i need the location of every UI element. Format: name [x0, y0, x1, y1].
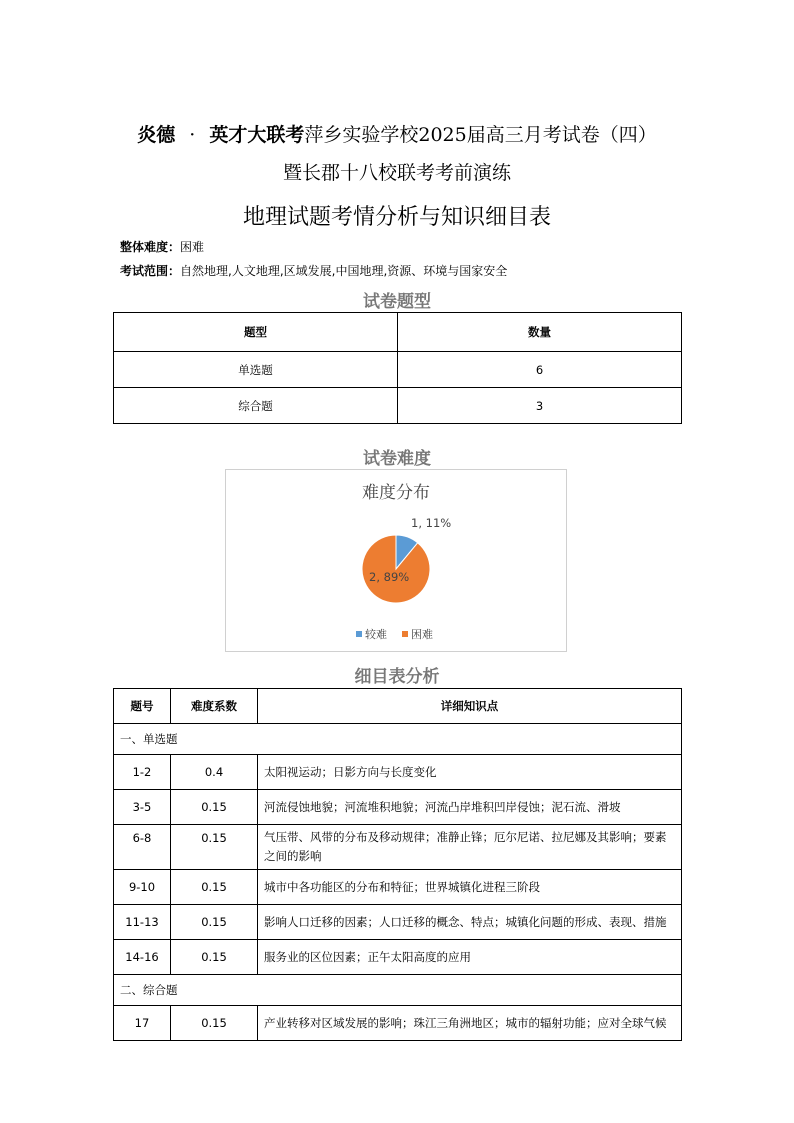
knowledge-cell: 影响人口迁移的因素；人口迁移的概念、特点；城镇化问题的形成、表现、措施 [258, 905, 682, 940]
knowledge-cell: 气压带、风带的分布及移动规律；准静止锋；厄尔尼诺、拉尼娜及其影响；要素之间的影响 [258, 825, 682, 870]
data-label-kunnan: 2, 89% [369, 570, 410, 584]
knowledge-cell: 产业转移对区域发展的影响；珠江三角洲地区；城市的辐射功能；应对全球气候 [258, 1006, 682, 1041]
difficulty-cell: 0.4 [171, 755, 258, 790]
question-no-cell: 3-5 [114, 790, 171, 825]
section-row-comprehensive [114, 975, 682, 1006]
section-title-detail: 细目表分析 [354, 667, 440, 687]
header-question-no: 题号 [114, 689, 171, 724]
exam-subtitle: 暨长郡十八校联考考前演练 [282, 162, 511, 184]
legend-label-kunnan: 困难 [411, 628, 433, 641]
document-main-title: 地理试题考情分析与知识细目表 [242, 205, 551, 230]
question-no-cell: 17 [114, 1006, 171, 1041]
data-label-jiaonan: 1, 11% [411, 516, 452, 530]
legend-swatch-jiaonan [356, 631, 362, 637]
header-knowledge-points: 详细知识点 [258, 689, 682, 724]
question-no-cell: 14-16 [114, 940, 171, 975]
question-no-cell: 11-13 [114, 905, 171, 940]
knowledge-detail-table [113, 688, 682, 1041]
header-difficulty-coef: 难度系数 [171, 689, 258, 724]
count-cell: 3 [398, 388, 682, 424]
difficulty-cell: 0.15 [171, 870, 258, 905]
question-type-table [113, 312, 682, 424]
table-row [114, 1006, 682, 1041]
question-no-cell: 9-10 [114, 870, 171, 905]
knowledge-cell: 河流侵蚀地貌；河流堆积地貌；河流凸岸堆积凹岸侵蚀；泥石流、滑坡 [258, 790, 682, 825]
difficulty-cell: 0.15 [171, 940, 258, 975]
brand-yande: 炎德 [137, 124, 176, 146]
table-header-row [114, 313, 682, 352]
table-row [114, 940, 682, 975]
count-cell: 6 [398, 352, 682, 388]
table-row [114, 870, 682, 905]
type-cell: 单选题 [114, 352, 398, 388]
legend-swatch-kunnan [402, 631, 408, 637]
overall-difficulty [120, 238, 204, 255]
scope-label: 考试范围： [120, 264, 181, 278]
question-no-cell: 6-8 [114, 825, 171, 870]
difficulty-cell: 0.15 [171, 905, 258, 940]
section-label: 一、单选题 [114, 724, 682, 755]
knowledge-cell: 服务业的区位因素；正午太阳高度的应用 [258, 940, 682, 975]
difficulty-label: 整体难度： [120, 240, 181, 254]
table-header-row [114, 689, 682, 724]
exam-title-line1 [0, 120, 794, 147]
title-separator: · [189, 124, 196, 146]
question-no-cell: 1-2 [114, 755, 171, 790]
difficulty-cell: 0.15 [171, 825, 258, 870]
exam-title-text: 萍乡实验学校2025届高三月考试卷（四） [304, 124, 657, 146]
exam-scope [120, 262, 507, 279]
pie-slice-kunnan [362, 535, 430, 603]
chart-title: 难度分布 [362, 483, 430, 503]
brand-yingcai: 英才大联考 [209, 124, 305, 146]
type-cell: 综合题 [114, 388, 398, 424]
difficulty-value: 困难 [180, 240, 205, 254]
pie-svg [226, 470, 566, 651]
table-row [114, 388, 682, 424]
legend-label-jiaonan: 较难 [365, 628, 387, 641]
section-title-difficulty: 试卷难度 [363, 449, 431, 469]
knowledge-cell: 太阳视运动；日影方向与长度变化 [258, 755, 682, 790]
section-row-single-choice [114, 724, 682, 755]
difficulty-pie-chart [225, 469, 567, 652]
knowledge-cell: 城市中各功能区的分布和特征；世界城镇化进程三阶段 [258, 870, 682, 905]
table-row [114, 352, 682, 388]
table-row [114, 825, 682, 870]
table-row [114, 755, 682, 790]
table-row [114, 905, 682, 940]
scope-value: 自然地理,人文地理,区域发展,中国地理,资源、环境与国家安全 [180, 264, 508, 278]
section-label: 二、综合题 [114, 975, 682, 1006]
difficulty-cell: 0.15 [171, 1006, 258, 1041]
table-row [114, 790, 682, 825]
section-title-types: 试卷题型 [363, 292, 431, 312]
header-count: 数量 [398, 313, 682, 352]
header-type: 题型 [114, 313, 398, 352]
difficulty-cell: 0.15 [171, 790, 258, 825]
